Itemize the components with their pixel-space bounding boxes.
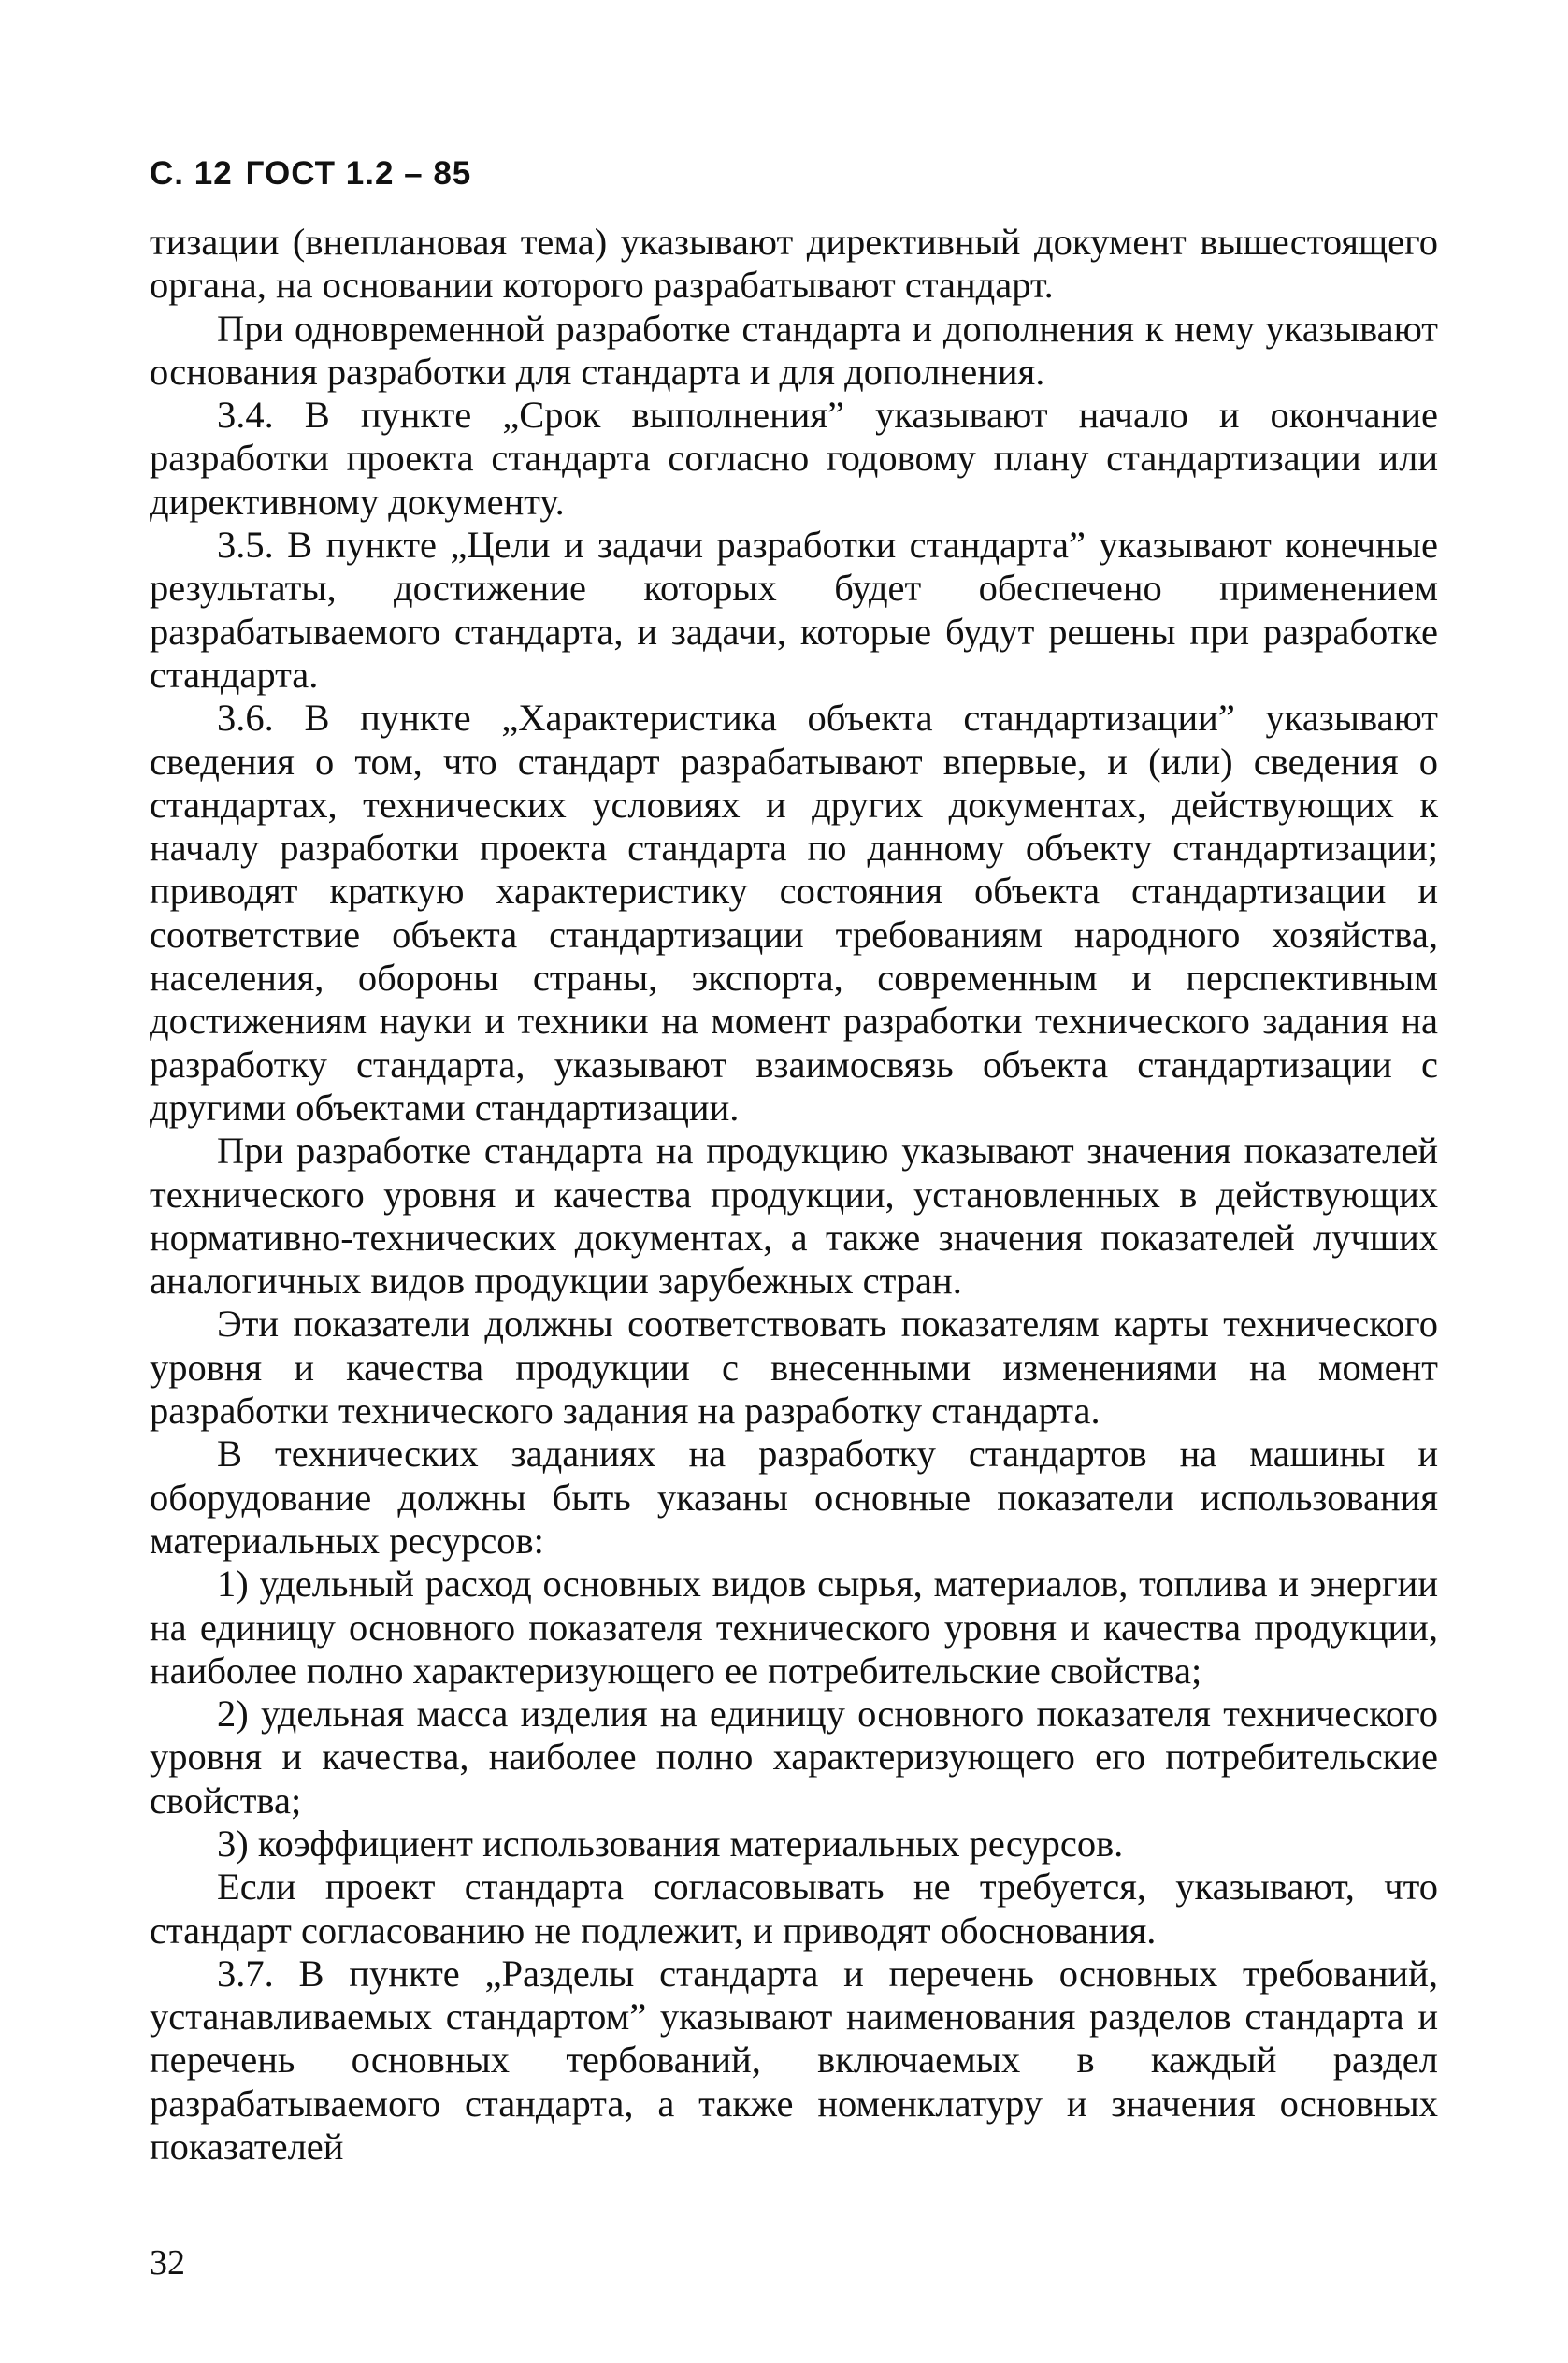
page-number: 32	[150, 2243, 185, 2283]
clause-3-6: 3.6. В пункте „Характеристика объекта стандартизации” указывают сведения о том, что стандарт разрабатывают впервые, и (или) сведения о стандартах, технических условиях и других документах, действующих к началу разработки проекта стандарта по данному объекту стандартизации; приводят краткую характеристику состояния объекта стандартизации и соответствие объекта стандартизации требованиям народного хозяйства, населения, обороны страны, экспорта, современным и перспективным достижениям науки и техники на момент разработки технического задания на разработку стандарта, указывают взаимосвязь объекта стандартизации с другими объектами стандартизации.	[150, 697, 1438, 1129]
paragraph: Если проект стандарта согласовывать не требуется, указывают, что стандарт согласованию не подлежит, и приводят обоснования.	[150, 1866, 1438, 1952]
page-label: С. 12	[150, 155, 233, 192]
clause-3-4: 3.4. В пункте „Срок выполнения” указывают начало и окончание разработки проекта стандарта согласно годовому плану стандартизации или директивному документу.	[150, 394, 1438, 523]
paragraph-continuation: тизации (внеплановая тема) указывают директивный документ вышестоящего органа, на основании которого разрабатывают стандарт.	[150, 221, 1438, 307]
page-header	[150, 155, 484, 193]
paragraph: В технических заданиях на разработку стандартов на машины и оборудование должны быть указаны основные показатели использования материальных ресурсов:	[150, 1433, 1438, 1562]
list-item-3: 3) коэффициент использования материальных ресурсов.	[217, 1822, 1124, 1865]
clause-3-5: 3.5. В пункте „Цели и задачи разработки стандарта” указывают конечные результаты, достижение которых будет обеспечено применением разрабатываемого стандарта, и задачи, которые будут решены при разработке стандарта.	[150, 524, 1438, 696]
paragraph: При разработке стандарта на продукцию указывают значения показателей технического уровня и качества продукции, установленных в действующих нормативно-технических документах, а также значения показателей лучших аналогичных видов продукции зарубежных стран.	[150, 1130, 1438, 1303]
paragraph: При одновременной разработке стандарта и дополнения к нему указывают основания разработки для стандарта и для дополнения.	[150, 307, 1438, 393]
standard-designation: ГОСТ 1.2 – 85	[245, 155, 472, 192]
clause-3-7: 3.7. В пункте „Разделы стандарта и перечень основных требований, устанавливаемых стандартом” указывают наименования разделов стандарта и перечень основных тербований, включаемых в каждый раздел разрабатываемого стандарта, а также номенклатуру и значения основных показателей	[150, 1952, 1438, 2168]
list-item-1: 1) удельный расход основных видов сырья, материалов, топлива и энергии на единицу основного показателя технического уровня и качества продукции, наиболее полно характеризующего ее потребительские свойства;	[150, 1563, 1438, 1692]
body-text	[150, 221, 1438, 2168]
paragraph: Эти показатели должны соответствовать показателям карты технического уровня и качества продукции с внесенными изменениями на момент разработки технического задания на разработку стандарта.	[150, 1303, 1438, 1433]
list-item-2: 2) удельная масса изделия на единицу основного показателя технического уровня и качества, наиболее полно характеризующего его потребительские свойства;	[150, 1693, 1438, 1822]
